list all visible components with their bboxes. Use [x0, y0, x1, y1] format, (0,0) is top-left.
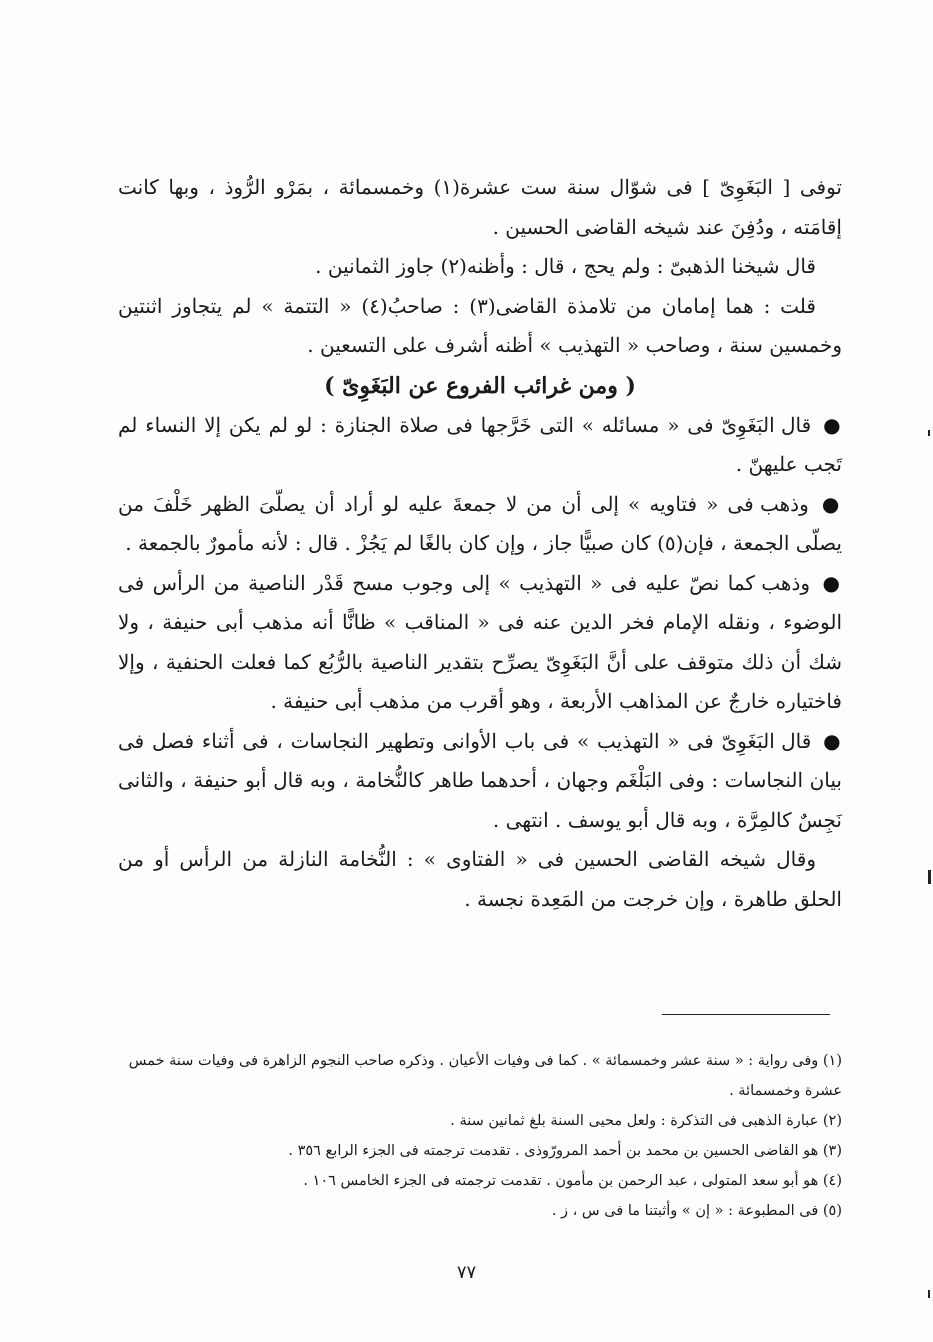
footnote-divider: [662, 1014, 830, 1015]
footnotes: [118, 1046, 842, 1226]
main-text: [118, 168, 842, 919]
list-item: [118, 840, 842, 919]
bullet-icon: ●: [823, 728, 842, 753]
item-text: وذهب كما نصّ عليه فى « التهذيب » إلى وجوب مسح قَدْر الناصية من الرأس فى الوضوء ، ونقله الإمام فخر الدين عنه فى « المناقب » ظانًّا أنه مذهب أبى حنيفة ، ولا شك أن ذلك متوقف على أنَّ البَغَوِىّ يصرِّح بتقدير الناصية بالرُّبُع كما فعلت الحنفية ، وإلا فاختياره خارجٌ عن المذاهب الأربعة ، وهو أقرب من مذهب أبى حنيفة .: [118, 570, 843, 713]
list-item: [118, 722, 842, 841]
item-text: قال البَغَوِىّ فى « مسائله » التى خَرَّجها فى صلاة الجنازة : لو لم يكن إلا النساء لم تَجب عليهنّ .: [118, 412, 842, 476]
list-item: [118, 564, 842, 722]
paragraph-text: توفى [ البَغَوِىّ ] فى شوّال سنة ست عشرة(١) وخمسمائة ، بمَرْو الرُّوذ ، وبها كانت إقامَته ، ودُفِنَ عند شيخه القاضى الحسين .: [118, 175, 843, 239]
footnote-3: (٣) هو القاضى الحسين بن محمد بن أحمد المرورّوذى . تقدمت ترجمته فى الجزء الرابع ٣٥٦ .: [288, 1143, 842, 1159]
bullet-icon: ●: [823, 412, 842, 437]
footnote-2: (٢) عبارة الذهبى فى التذكرة : ولعل محيى السنة بلغ ثمانين سنة .: [450, 1113, 842, 1129]
paragraph-text: قلت : هما إمامان من تلامذة القاضى(٣) : صاحبُ(٤) « التتمة » لم يتجاوز اثنتين وخمسين سنة ، وصاحب « التهذيب » أظنه أشرف على التسعين .: [118, 293, 842, 357]
bullet-icon: ●: [822, 570, 843, 595]
scan-edge-mark: [928, 430, 930, 436]
footnote-5: (٥) فى المطبوعة : « إن » وأثبتنا ما فى س ، ز .: [551, 1203, 842, 1219]
bullet-icon: ●: [821, 491, 843, 516]
item-text: وذهب فى « فتاويه » إلى أن من لا جمعةَ عليه لو أراد أن يصلّىَ الظهر خَلْفَ من يصلّى الجمعة ، فإن(٥) كان صبيًّا جاز ، وإن كان بالغًا لم يَجُزْ . قال : لأنه مأمورٌ بالجمعة .: [118, 491, 842, 555]
footnote-4: (٤) هو أبو سعد المتولى ، عبد الرحمن بن مأمون . تقدمت ترجمته فى الجزء الخامس ١٠٦ .: [303, 1173, 842, 1189]
paragraph-death-notice: [118, 168, 842, 247]
page-number: ٧٧: [456, 1262, 477, 1283]
paragraph-text: قال شيخنا الذهبىّ : ولم يحج ، قال : وأظنه(٢) جاوز الثمانين .: [315, 254, 816, 278]
scan-edge-mark: [928, 870, 931, 884]
scan-edge-mark: [928, 1290, 930, 1298]
item-text: وقال شيخه القاضى الحسين فى « الفتاوى » : النُّخامة النازلة من الرأس أو من الحلق طاهرة ، وإن خرجت من المَعِدة نجسة .: [118, 847, 842, 911]
section-heading: ( ومن غرائب الفروع عن البَغَوِىّ ): [324, 372, 636, 399]
paragraph-dhahabi-quote: [118, 247, 842, 287]
paragraph-two-imams: [118, 287, 842, 366]
item-text: قال البَغَوِىّ فى « التهذيب » فى باب الأوانى وتطهير النجاسات ، فى أثناء فصل فى بيان النجاسات : وفى البَلْغَم وجهان ، أحدهما طاهر كالنُّخامة ، وبه قال أبو حنيفة ، والثانى نَجِسٌ كالمِرَّة ، وبه قال أبو يوسف . انتهى .: [118, 728, 842, 832]
list-item: [118, 406, 842, 485]
footnote-1: (١) وفى رواية : « سنة عشر وخمسمائة » . كما فى وفيات الأعيان . وذكره صاحب النجوم الزاهرة فى وفيات سنة خمس عشرة وخمسمائة .: [128, 1053, 842, 1099]
list-item: [118, 485, 842, 564]
